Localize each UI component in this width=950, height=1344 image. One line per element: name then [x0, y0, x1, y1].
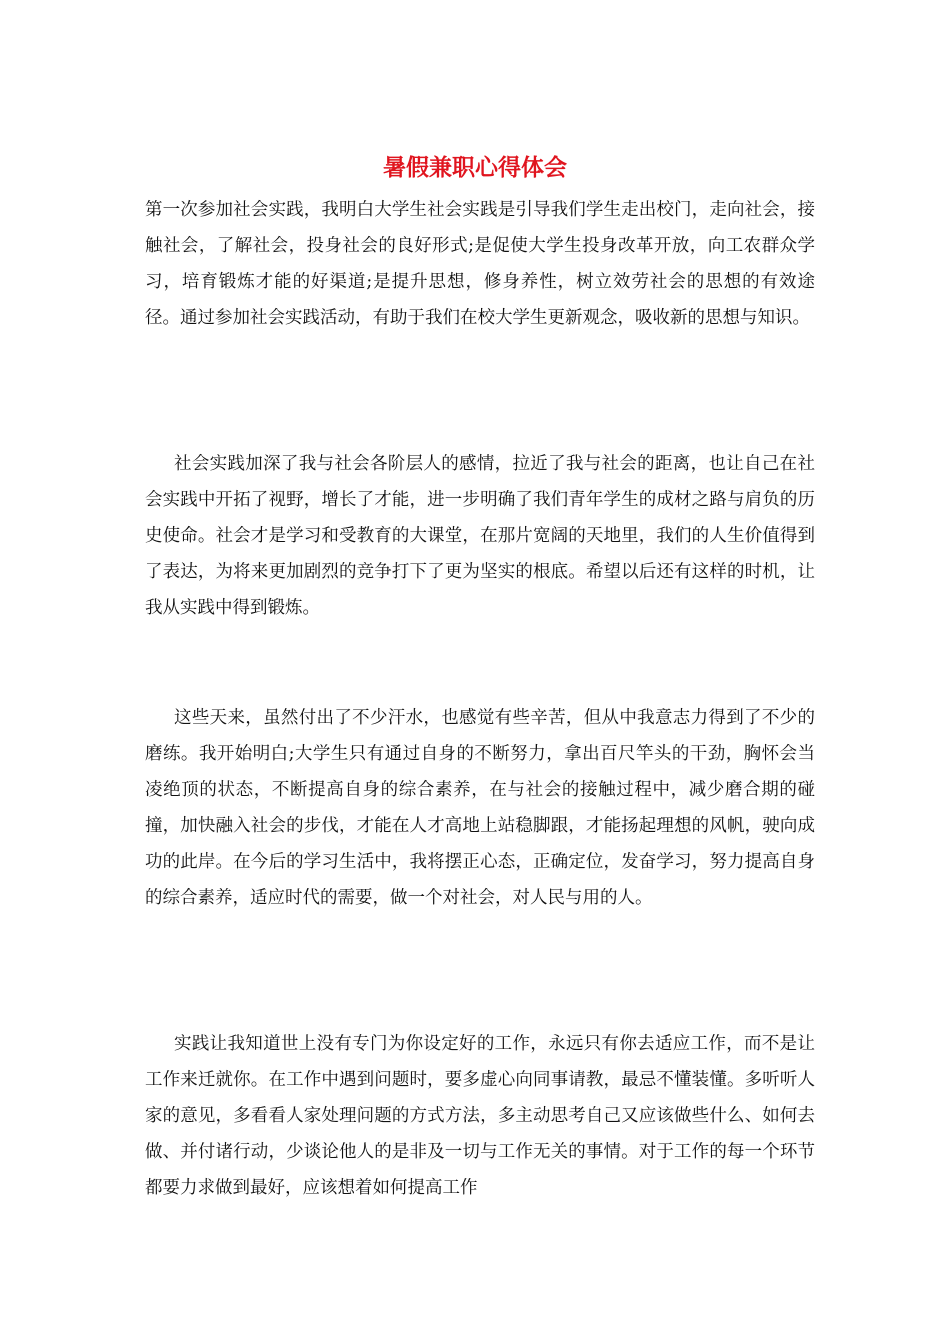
document-title: 暑假兼职心得体会: [383, 154, 567, 181]
paragraph-1: 第一次参加社会实践，我明白大学生社会实践是引导我们学生走出校门，走向社会，接触社会，了解社会，投身社会的良好形式;是促使大学生投身改革开放，向工农群众学习，培育锻炼才能的好渠道;是提升思想，修身养性，树立效劳社会的思想的有效途径。通过参加社会实践活动，有助于我们在校大学生更新观念，吸收新的思想与知识。: [145, 200, 815, 328]
paragraph-3: 这些天来，虽然付出了不少汗水，也感觉有些辛苦，但从中我意志力得到了不少的磨练。我开始明白;大学生只有通过自身的不断努力，拿出百尺竿头的干劲，胸怀会当凌绝顶的状态，不断提高自身的综合素养，在与社会的接触过程中，减少磨合期的碰撞，加快融入社会的步伐，才能在人才高地上站稳脚跟，才能扬起理想的风帆，驶向成功的此岸。在今后的学习生活中，我将摆正心态，正确定位，发奋学习，努力提高自身的综合素养，适应时代的需要，做一个对社会，对人民与用的人。: [145, 708, 815, 908]
paragraph-2: 社会实践加深了我与社会各阶层人的感情，拉近了我与社会的距离，也让自己在社会实践中开拓了视野，增长了才能，进一步明确了我们青年学生的成材之路与肩负的历史使命。社会才是学习和受教育的大课堂，在那片宽阔的天地里，我们的人生价值得到了表达，为将来更加剧烈的竞争打下了更为坚实的根底。希望以后还有这样的时机，让我从实践中得到锻炼。: [145, 454, 815, 618]
paragraph-4: 实践让我知道世上没有专门为你设定好的工作，永远只有你去适应工作，而不是让工作来迁就你。在工作中遇到问题时，要多虚心向同事请教，最忌不懂装懂。多听听人家的意见，多看看人家处理问题的方式方法，多主动思考自己又应该做些什么、如何去做、并付诸行动，少谈论他人的是非及一切与工作无关的事情。对于工作的每一个环节都要力求做到最好，应该想着如何提高工作: [145, 1034, 815, 1198]
